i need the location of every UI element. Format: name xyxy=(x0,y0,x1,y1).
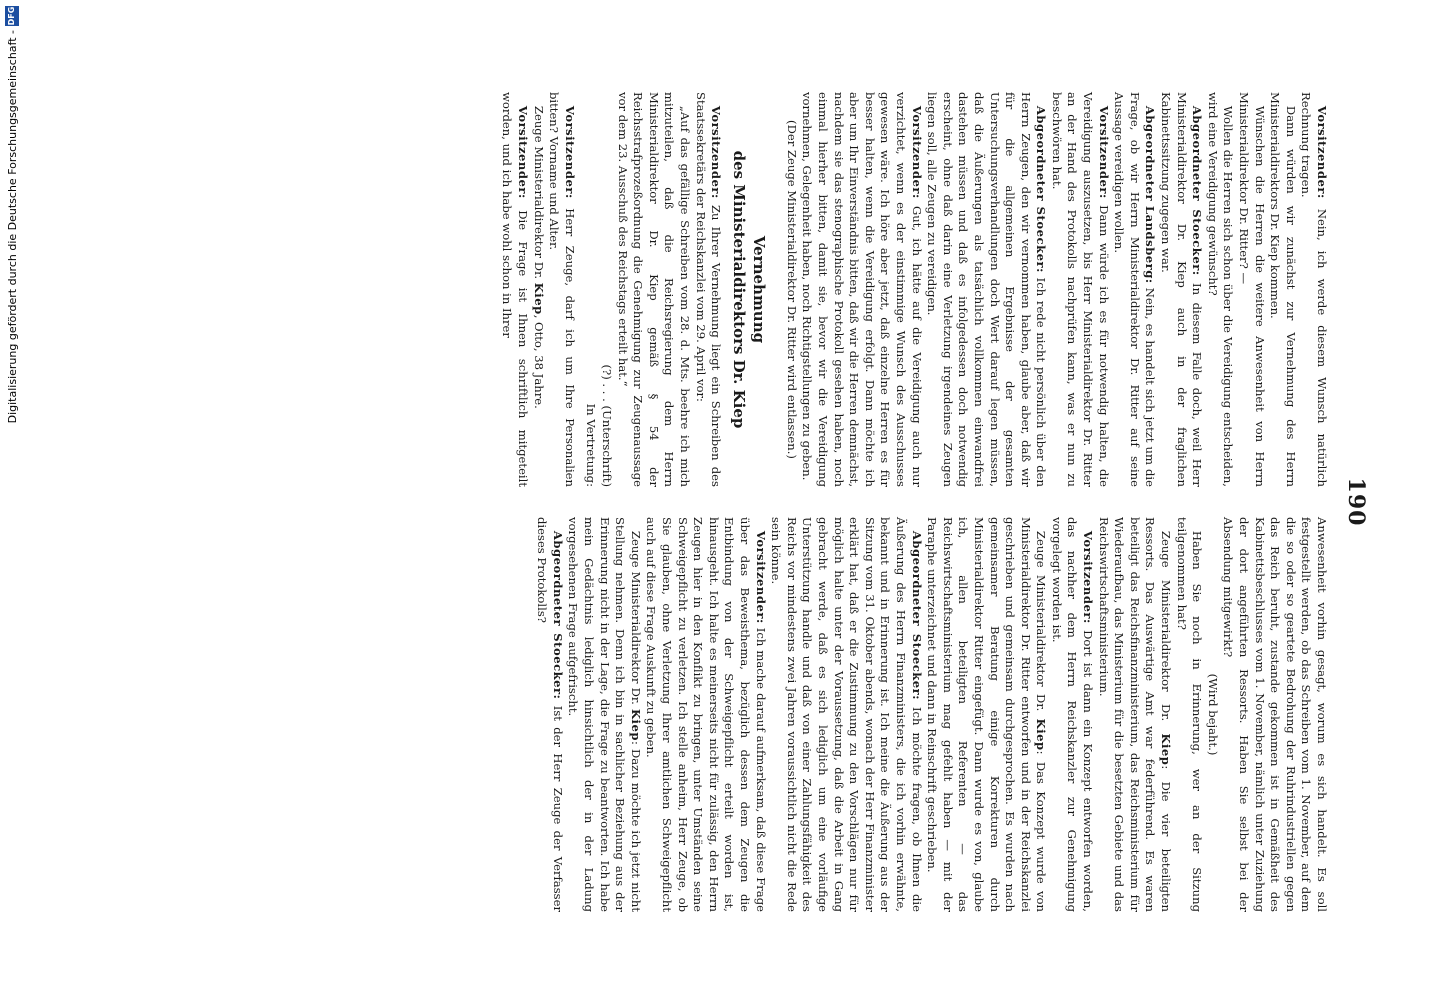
speaker-label: Abgeordneter Stoecker: xyxy=(1190,105,1205,276)
paragraph: Haben Sie noch in Erinnerung, wer an der Sitzung teilgenommen hat? xyxy=(1174,517,1205,912)
paragraph: Vorsitzender: Nein, ich werde diesem Wunsch natürlich Rechnung tragen. xyxy=(1299,92,1329,487)
paragraph: Vorsitzender: Herr Zeuge, darf ich um Ihre Personalien bitten? Vorname und Alter. xyxy=(547,92,577,487)
speaker-label: Vorsitzender: xyxy=(709,105,724,199)
speaker-label: Kiep xyxy=(628,708,643,741)
paragraph: Wollen die Herren sich schon über die Vereidigung entscheiden, wird eine Vereidigung gewünscht? xyxy=(1205,92,1236,487)
speaker-label: Vorsitzender: xyxy=(909,105,924,199)
speaker-label: Vorsitzender: xyxy=(753,530,768,624)
right-column xyxy=(139,517,1329,912)
paragraph: Abgeordneter Stoecker: Ich möchte fragen, ob Ihnen die Äußerung des Herrn Finanzministers, die ich vorhin erwähnte, bekannt und in Erinnerung ist. Ich meine die Äußerung aus der Sitzung vom 31. Oktober abends, wonach der Herr Finanzminister erklärt hat, daß er die Zustimmung zu den Vorschlägen nur für möglich halte unter der Voraussetzung, daß die Arbeit in Gang gebracht werde, daß es sich lediglich um eine vorläufige Unterstützung handle und daß von einer Zahlungsfähigkeit des Reichs vor mindestens zwei Jahren voraussichtlich nicht die Rede sein könne. xyxy=(769,517,924,912)
paragraph: Anwesenheit vorhin gesagt, worum es sich handelt. Es soll festgestellt werden, ob das Schreiben vom 1. November, auf dem die so oder so geartete Bedrohung der Ruhrindustriellen gegen das Reich beruht, zustande gekommen ist in Gemäßheit des Kabinettsbeschlusses vom 1. November, nämlich unter Zuziehung der dort angeführten Ressorts. Haben Sie selbst bei der Absendung mitgewirkt? xyxy=(1221,517,1329,912)
paragraph: Vorsitzender: Dort ist dann ein Konzept entworfen worden, das nachher dem Herrn Reichskanzler zur Genehmigung vorgelegt worden ist. xyxy=(1049,517,1096,912)
page-number: 190 xyxy=(1343,477,1369,527)
paragraph: Abgeordneter Stoecker: In diesem Falle doch, weil Herr Ministerialdirektor Dr. Kiep auch in der fraglichen Kabinettssitzung zugegen war. xyxy=(1159,92,1205,487)
paragraph: Abgeordneter Landsberg: Nein, es handelt sich jetzt um die Frage, ob wir Herrn Ministerialdirektor Dr. Ritter auf seine Aussage vereidigen wollen. xyxy=(1112,92,1158,487)
heading-line: des Ministerialdirektors Dr. Kiep xyxy=(730,150,749,429)
speaker-label: Vorsitzender: xyxy=(562,105,577,199)
paragraph: Dann würden wir zunächst zur Vernehmung des Herrn Ministerialdirektors Dr. Kiep kommen. xyxy=(1268,92,1298,487)
paragraph: Wünschen die Herren die weitere Anwesenheit von Herrn Ministerialdirektor Dr. Ritter? — xyxy=(1237,92,1267,487)
quoted-letter: „Auf das gefällige Schreiben vom 28. d. Mts. beehre ich mich mitzuteilen, daß die Reichsregierung dem Herrn Ministerialdirektor Dr. Kiep gemäß § 54 der Reichsstrafprozeßordnung die Genehmigung zur Zeugenaussage vor dem 23. Ausschuß des Reichstags erteilt hat.“ xyxy=(615,92,693,487)
paragraph: Abgeordneter Stoecker: Ich rede nicht persönlich über den Herrn Zeugen, den wir vernommen haben, glaube aber, daß wir für die allgemeinen Ergebnisse der gesamten Untersuchungsverhandlungen doch Wert darauf legen müssen, daß die Äußerungen als tatsächlich vollkommen einwandfrei dastehen müssen und daß es infolgedessen doch notwendig erscheint, ohne daß darin eine Verletzung irgendeines Zeugen liegen soll, alle Zeugen zu vereidigen. xyxy=(925,92,1049,487)
dfg-logo-icon: DFG xyxy=(5,6,19,26)
speaker-label: Abgeordneter Landsberg: xyxy=(1143,105,1158,284)
signature-line: (?) . . . (Unterschrift) xyxy=(600,364,615,487)
paragraph: Zeuge Ministerialdirektor Dr. Kiep: Die vier beteiligten Ressorts. Das Auswärtige Amt war federführend. Es waren beteiligt das Reichsfinanzministerium, das Reichsministerium für Wiederaufbau, das Ministerium für die besetzten Gebiete und das Reichswirtschaftsministerium. xyxy=(1096,517,1174,912)
rotated-page-content xyxy=(139,92,1369,912)
speaker-label: Abgeordneter Stoecker: xyxy=(909,530,924,701)
speaker-label: Vorsitzender: xyxy=(1081,530,1096,624)
speaker-label: Vorsitzender: xyxy=(516,105,531,199)
speaker-label: Vorsitzender: xyxy=(1096,105,1111,199)
paragraph: Vorsitzender: Dann würde ich es für notwendig halten, die Vereidigung auszusetzen, bis Herr Ministerialdirektor Dr. Ritter an der Hand des Protokolls nachprüfen kann, was er nun zu beschwören hat. xyxy=(1049,92,1111,487)
speaker-label: Abgeordneter Stoecker: xyxy=(1034,105,1049,273)
paragraph: Vorsitzender: Die Frage ist Ihnen schriftlich mitgeteilt worden, und ich habe wohl schon in Ihrer xyxy=(500,92,531,487)
paragraph: Zeuge Ministerialdirektor Dr. Kiep: Das Konzept wurde von Ministerialdirektor Dr. Ritter entworfen und in der Reichskanzlei geschrieben und gemeinsam durchgesprochen. Es wurden nach gemeinsamer Beratung einige Korrekturen durch Ministerialdirektor Ritter eingefügt. Dann wurde es von, glaube ich, allen beteiligten Referenten — das Reichswirtschaftsministerium mag gefehlt haben — mit der Paraphe unterzeichnet und dann in Reinschrift geschrieben. xyxy=(925,517,1049,912)
paragraph: Abgeordneter Stoecker: Ist der Herr Zeuge der Verfasser dieses Protokolls? xyxy=(535,517,565,912)
paragraph: Zeuge Ministerialdirektor Dr. Kiep: Dazu möchte ich jetzt nicht Stellung nehmen. Denn ich bin in sachlicher Beziehung aus der Erinnerung nicht in der Lage, die Frage zu beantworten. Ich habe mein Gedächtnis lediglich hinsichtlich der in der Ladung vorgesehenen Frage aufgefrischt. xyxy=(566,517,643,912)
stage-direction: (Der Zeuge Ministerialdirektor Dr. Ritter wird entlassen.) xyxy=(784,120,799,459)
speaker-label: Kiep xyxy=(531,282,546,315)
paragraph: Zeuge Ministerialdirektor Dr. Kiep, Otto, 38 Jahre. xyxy=(531,105,546,409)
scanned-page xyxy=(139,92,1369,912)
text-columns xyxy=(139,92,1329,912)
section-heading xyxy=(729,92,769,487)
footer-credit-text: Digitalisierung gefördert durch die Deutsche Forschungsgemeinschaft - xyxy=(5,30,19,424)
heading-line: Vernehmung xyxy=(750,235,769,344)
paragraph: Vorsitzender: Ich mache darauf aufmerksam, daß diese Frage über das Beweisthema, bezüglich dessen dem Zeugen die Entbindung von der Schweigepflicht erteilt worden ist, hinausgeht. Ich halte es meinerseits nicht für zulässig, den Herrn Zeugen hier in den Konflikt zu bringen, unter Umständen seine Schweigepflicht zu verletzen. Ich stelle anheim, Herr Zeuge, ob Sie glauben, ohne Verletzung Ihrer amtlichen Schweigepflicht auch auf diese Frage Auskunft zu geben. xyxy=(644,517,768,912)
paragraph: Vorsitzender: Zu Ihrer Vernehmung liegt ein Schreiben des Staatssekretärs der Reichskanzlei vom 29. April vor: xyxy=(693,92,724,487)
stage-direction: (Wird bejaht.) xyxy=(1205,673,1220,756)
digitization-footer xyxy=(0,0,24,1000)
speaker-label: Kiep xyxy=(1159,733,1174,766)
speaker-label: Abgeordneter Stoecker: xyxy=(550,530,565,700)
speaker-label: Kiep xyxy=(1034,718,1049,751)
signature-note: In Vertretung: xyxy=(584,403,599,487)
left-column xyxy=(139,92,1329,487)
speaker-label: Vorsitzender: xyxy=(1315,105,1329,199)
paragraph: Vorsitzender: Gut, ich hätte auf die Vereidigung auch nur verzichtet, wenn es der einstimmige Wunsch des Ausschusses gewesen wäre. Ich höre aber jetzt, daß einzelne Herren es für besser halten, wenn die Vereidigung erfolgt. Dann möchte ich aber um Ihr Einverständnis bitten, daß wir die Herren demnächst, nachdem sie das stenographische Protokoll gesehen haben, noch einmal hierher bitten, damit sie, bevor wir die Vereidigung vornehmen, Gelegenheit haben, noch Richtigstellungen zu geben. xyxy=(800,92,924,487)
